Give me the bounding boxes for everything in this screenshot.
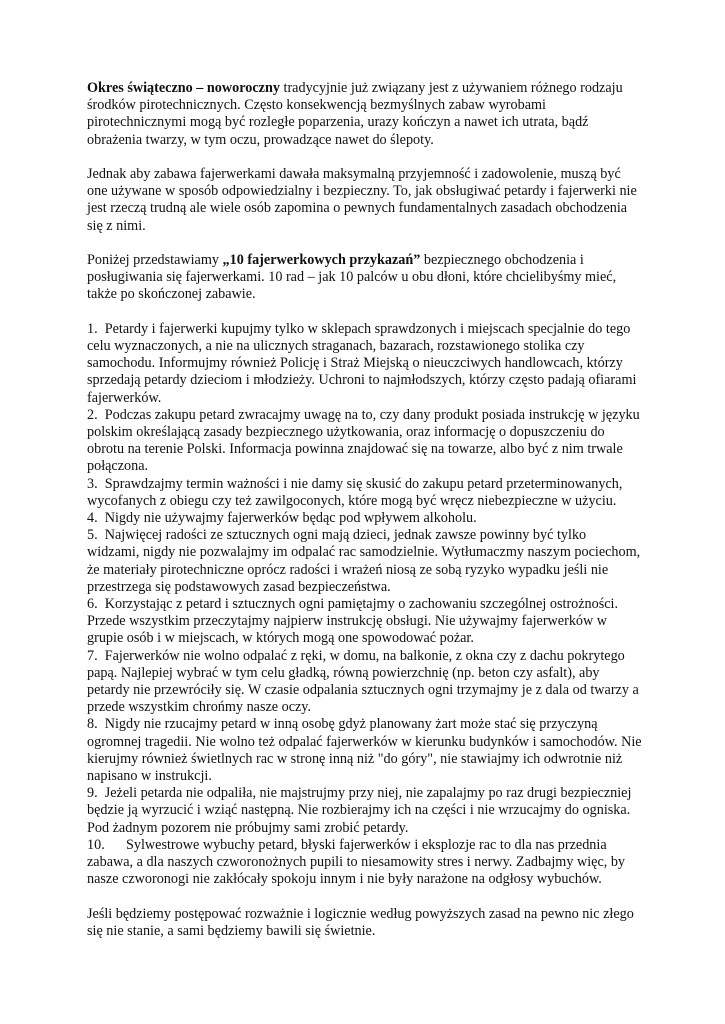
intro-text: tradycyjnie już związany jest z używaniem różnego rodzaju środków pirotechnicznych. Często konsekwencją bezmyślnych zabaw wyrobami pirotechnicznymi mogą być rozległe poparzenia, urazy kończyn a nawet ich utrata, bądź obrażenia twarzy, w tym oczu, prowadzące nawet do ślepoty. <box>87 80 623 148</box>
rule-text: Korzystając z petard i sztucznych ogni pamiętajmy o zachowaniu szczególnej ostrożności. Przede wszystkim przeczytajmy najpierw instrukcję obsługi. Nie używajmy fajerwerków w grupie osób i w miejscach, w których mogą one spowodować pożar. <box>87 596 619 647</box>
closing-paragraph: Jeśli będziemy postępować rozważnie i logicznie według powyższych zasad na pewno nic złego się nie stanie, a sami będziemy bawili się świetnie. <box>87 905 634 939</box>
rule-number: 2. <box>87 406 98 423</box>
rule-number: 6. <box>87 596 98 613</box>
rule-item-3 <box>87 476 642 510</box>
rule-text: Petardy i fajerwerki kupujmy tylko w sklepach sprawdzonych i miejscach specjalnie do tego celu wyznaczonych, a nie na ulicznych straganach, bazarach, rozstawionego stolika czy samochodu. Informujmy również Policję i Straż Miejską o nieuczciwych handlowcach, którzy sprzedają petardy dzieciom i młodzieży. Uchroni to najmłodszych, którzy często padają ofiarami fajerwerków. <box>87 320 637 406</box>
paragraph-3-bold: „10 fajerwerkowych przykazań” <box>222 252 421 268</box>
rule-number: 5. <box>87 527 98 544</box>
rule-text: Podczas zakupu petard zwracajmy uwagę na to, czy dany produkt posiada instrukcję w języku polskim określającą zasady bezpiecznego użytkowania, oraz informację o dopuszczeniu do obrotu na terenie Polski. Informacja powinna znajdować się na towarze, albo być z nim trwale połączona. <box>87 406 640 475</box>
paragraph-3-before: Poniżej przedstawiamy <box>87 252 223 268</box>
paragraph-3 <box>87 252 642 304</box>
rule-text: Sylwestrowe wybuchy petard, błyski fajerwerków i eksplozje rac to dla nas przednia zabawa, a dla naszych czworonożnych pupili to niesamowity stres i nerwy. Zadbajmy więc, by nasze czworonogi nie zakłócały spokoju innym i nie były narażone na odgłosy wybuchów. <box>87 836 626 888</box>
rule-item-2 <box>87 407 642 476</box>
rule-number: 10. <box>87 836 105 853</box>
rule-number: 7. <box>87 647 98 664</box>
rule-text: Nigdy nie rzucajmy petard w inną osobę gdyż planowany żart może stać się przyczyną ogromnej tragedii. Nie wolno też odpalać fajerwerków w kierunku budynków i samochodów. Nie kierujmy również świetlnych rac w stronę inną niż "do góry", nie stawiajmy ich odwrotnie niż napisano w instrukcji. <box>87 716 642 785</box>
intro-bold-lead: Okres świąteczno – noworoczny <box>87 80 280 96</box>
rule-number: 1. <box>87 320 98 337</box>
rule-item-10 <box>87 837 642 889</box>
rule-item-6 <box>87 596 642 648</box>
paragraph-3-after: bezpiecznego obchodzenia i posługiwania się fajerwerkami. 10 rad – jak 10 palców u obu dłoni, które chcielibyśmy mieć, także po skończonej zabawie. <box>87 252 617 303</box>
intro-paragraph <box>87 80 642 149</box>
rule-item-5 <box>87 527 642 596</box>
rule-item-7 <box>87 648 642 717</box>
paragraph-gap <box>87 889 642 906</box>
rule-text: Fajerwerków nie wolno odpalać z ręki, w domu, na balkonie, z okna czy z dachu pokrytego papą. Najlepiej wybrać w tym celu gładką, równą powierzchnię (np. beton czy asfalt), aby petardy nie przewróciły się. W czasie odpalania sztucznych ogni trzymajmy je z dala od twarzy a przede wszystkim chrońmy nasze oczy. <box>87 647 639 716</box>
rule-item-4 <box>87 510 642 527</box>
rule-text: Najwięcej radości ze sztucznych ogni mają dzieci, jednak zawsze powinny być tylko widzami, nigdy nie pozwalajmy im odpalać rac samodzielnie. Wytłumaczmy naszym pociechom, że materiały pirotechniczne oprócz radości i wrażeń niosą ze sobą ryzyko wypadku jeśli nie przestrzega się podstawowych zasad bezpieczeństwa. <box>87 527 641 595</box>
paragraph-2: Jednak aby zabawa fajerwerkami dawała maksymalną przyjemność i zadowolenie, muszą być one używane w sposób odpowiedzialny i bezpieczny. To, jak obsługiwać petardy i fajerwerki nie jest rzeczą trudną ale wiele osób zapomina o pewnych fundamentalnych zasadach obchodzenia się z nimi. <box>87 166 637 234</box>
paragraph-gap <box>87 149 642 166</box>
rule-item-8 <box>87 716 642 785</box>
rule-number: 9. <box>87 785 98 802</box>
paragraph-gap <box>87 304 642 321</box>
rule-item-1 <box>87 321 642 407</box>
paragraph-gap <box>87 235 642 252</box>
rule-text: Sprawdzajmy termin ważności i nie damy się skusić do zakupu petard przeterminowanych, wycofanych z obiegu czy też zawilgoconych, które mogą być wręcz niebezpieczne w użyciu. <box>87 475 623 509</box>
rule-text: Jeżeli petarda nie odpaliła, nie majstrujmy przy niej, nie zapalajmy po raz drugi bezpieczniej będzie ją wyrzucić i wziąć następną. Nie rozbierajmy ich na części i nie wrzucajmy do ogniska. Pod żadnym pozorem nie próbujmy sami zrobić petardy. <box>87 785 632 836</box>
document-page <box>87 80 642 940</box>
rule-number: 3. <box>87 475 98 492</box>
rule-number: 8. <box>87 716 98 733</box>
rule-text: Nigdy nie używajmy fajerwerków będąc pod wpływem alkoholu. <box>104 510 477 527</box>
rule-number: 4. <box>87 510 98 527</box>
rule-item-9 <box>87 785 642 837</box>
